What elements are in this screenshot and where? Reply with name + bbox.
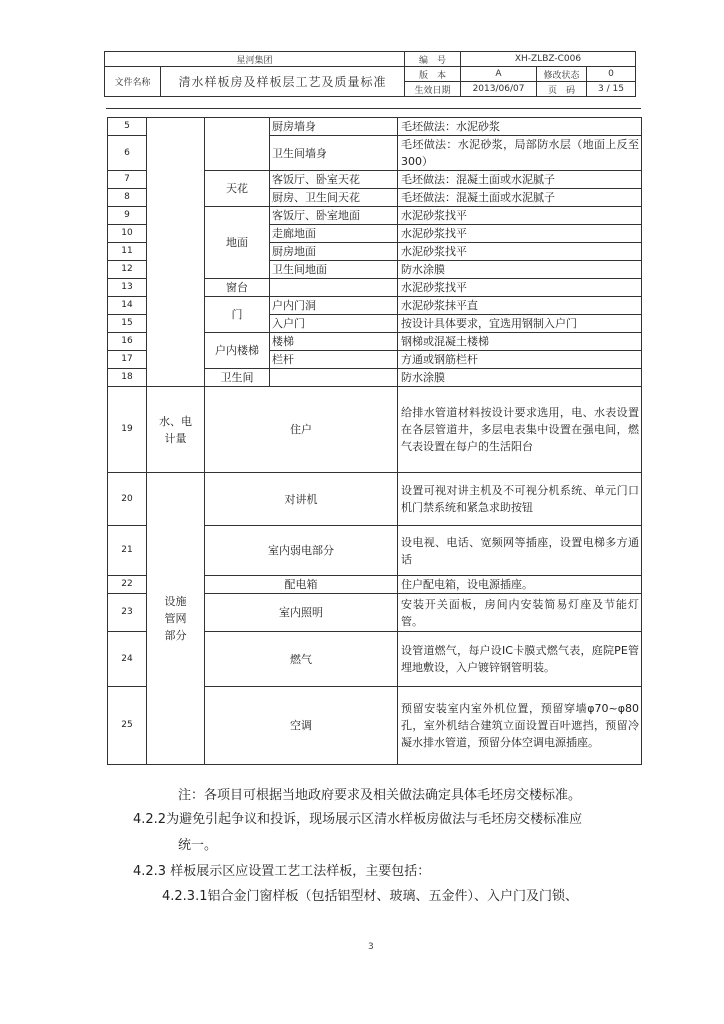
item-cell: 厨房墙身 — [270, 118, 398, 136]
code-value: XH-ZLBZ-C006 — [461, 52, 636, 67]
desc-cell: 水泥砂浆找平 — [398, 207, 642, 225]
desc-cell: 水泥砂浆抹平直 — [398, 297, 642, 315]
page-number: 3 — [368, 942, 374, 952]
row-number: 21 — [108, 526, 147, 576]
row-number: 7 — [108, 171, 147, 189]
table-row — [108, 118, 642, 136]
category-cell-blank — [205, 118, 270, 171]
row-number: 22 — [108, 576, 147, 594]
row-number: 20 — [108, 473, 147, 526]
document-header — [104, 51, 636, 97]
group-cell-blank — [147, 118, 205, 387]
group-cell: 水、电 计量 — [147, 387, 205, 473]
item-cell: 对讲机 — [205, 473, 398, 526]
desc-cell: 设电视、电话、宽频网等插座，设置电梯多方通话 — [398, 526, 642, 576]
paragraph-4-2-3: 4.2.3 样板展示区应设置工艺工法样板，主要包括： — [133, 864, 431, 879]
item-cell: 客饭厅、卧室天花 — [270, 171, 398, 189]
category-cell: 户内楼梯 — [205, 333, 270, 369]
row-number: 15 — [108, 315, 147, 333]
item-cell: 入户门 — [270, 315, 398, 333]
desc-cell: 设置可视对讲主机及不可视分机系统、单元门口机门禁系统和紧急求助按钮 — [398, 473, 642, 526]
table-row — [108, 387, 642, 473]
revision-label: 修改状态 — [537, 67, 587, 82]
desc-cell: 毛坯做法：混凝土面或水泥腻子 — [398, 171, 642, 189]
paragraph-4-2-2: 4.2.2为避免引起争议和投诉，现场展示区清水样板房做法与毛坯房交楼标准应 — [133, 812, 583, 827]
row-number: 5 — [108, 118, 147, 136]
item-cell: 户内门洞 — [270, 297, 398, 315]
row-number: 10 — [108, 225, 147, 243]
item-cell: 客饭厅、卧室地面 — [270, 207, 398, 225]
row-number: 18 — [108, 369, 147, 387]
row-number: 11 — [108, 243, 147, 261]
desc-cell: 方通或钢筋栏杆 — [398, 351, 642, 369]
item-cell: 卫生间墙身 — [270, 136, 398, 171]
item-cell: 厨房地面 — [270, 243, 398, 261]
desc-cell: 安装开关面板，房间内安装简易灯座及节能灯管。 — [398, 594, 642, 632]
item-cell: 厨房、卫生间天花 — [270, 189, 398, 207]
standards-table — [107, 117, 642, 765]
row-number: 14 — [108, 297, 147, 315]
desc-cell: 毛坯做法：水泥砂浆，局部防水层（地面上反至300） — [398, 136, 642, 171]
desc-cell: 防水涂膜 — [398, 369, 642, 387]
page-value: 3 / 15 — [587, 82, 636, 97]
desc-cell: 预留安装室内室外机位置，预留穿墙φ70~φ80孔，室外机结合建筑立面设置百叶遮挡，预留冷凝水排水管道，预留分体空调电源插座。 — [398, 687, 642, 765]
row-number: 23 — [108, 594, 147, 632]
group-cell: 设施 管网 部分 — [147, 473, 205, 765]
desc-cell: 水泥砂浆找平 — [398, 279, 642, 297]
category-cell: 卫生间 — [205, 369, 270, 387]
category-cell: 地面 — [205, 207, 270, 279]
row-number: 25 — [108, 687, 147, 765]
row-number: 6 — [108, 136, 147, 171]
category-cell: 门 — [205, 297, 270, 333]
item-cell — [270, 279, 398, 297]
version-label: 版 本 — [405, 67, 461, 82]
row-number: 19 — [108, 387, 147, 473]
desc-cell: 按设计具体要求，宜选用钢制入户门 — [398, 315, 642, 333]
desc-cell: 给排水管道材料按设计要求选用，电、水表设置在各层管道井，多层电表集中设置在强电间，燃气表设置在每户的生活阳台 — [398, 387, 642, 473]
item-cell: 空调 — [205, 687, 398, 765]
table-row — [108, 473, 642, 526]
item-cell: 室内照明 — [205, 594, 398, 632]
revision-value: 0 — [587, 67, 636, 82]
item-cell: 室内弱电部分 — [205, 526, 398, 576]
doc-name-label: 文件名称 — [105, 67, 161, 97]
item-cell: 住户 — [205, 387, 398, 473]
desc-cell: 住户配电箱，设电源插座。 — [398, 576, 642, 594]
desc-cell: 防水涂膜 — [398, 261, 642, 279]
desc-cell: 水泥砂浆找平 — [398, 243, 642, 261]
item-cell — [270, 369, 398, 387]
code-label: 编 号 — [405, 52, 461, 67]
doc-title: 清水样板房及样板层工艺及质量标准 — [161, 67, 405, 97]
header-divider — [106, 108, 641, 109]
paragraph-4-2-3-1: 4.2.3.1铝合金门窗样板（包括铝型材、玻璃、五金件）、入户门及门锁、 — [162, 889, 578, 904]
category-cell: 窗台 — [205, 279, 270, 297]
effective-label: 生效日期 — [405, 82, 461, 97]
desc-cell: 设管道燃气，每户设IC卡膜式燃气表，庭院PE管埋地敷设，入户镀锌钢管明装。 — [398, 632, 642, 687]
page-label: 页 码 — [537, 82, 587, 97]
category-cell: 天花 — [205, 171, 270, 207]
desc-cell: 毛坯做法：水泥砂浆 — [398, 118, 642, 136]
table-note: 注：各项目可根据当地政府要求及相关做法确定具体毛坯房交楼标准。 — [178, 788, 582, 803]
row-number: 17 — [108, 351, 147, 369]
version-value: A — [461, 67, 537, 82]
item-cell: 楼梯 — [270, 333, 398, 351]
desc-cell: 钢梯或混凝土楼梯 — [398, 333, 642, 351]
desc-cell: 毛坯做法：混凝土面或水泥腻子 — [398, 189, 642, 207]
effective-value: 2013/06/07 — [461, 82, 537, 97]
row-number: 24 — [108, 632, 147, 687]
row-number: 9 — [108, 207, 147, 225]
item-cell: 栏杆 — [270, 351, 398, 369]
item-cell: 燃气 — [205, 632, 398, 687]
item-cell: 走廊地面 — [270, 225, 398, 243]
item-cell: 卫生间地面 — [270, 261, 398, 279]
company-name: 星河集团 — [105, 52, 405, 67]
desc-cell: 水泥砂浆找平 — [398, 225, 642, 243]
item-cell: 配电箱 — [205, 576, 398, 594]
row-number: 12 — [108, 261, 147, 279]
paragraph-4-2-2-cont: 统一。 — [178, 838, 218, 853]
row-number: 16 — [108, 333, 147, 351]
row-number: 13 — [108, 279, 147, 297]
row-number: 8 — [108, 189, 147, 207]
